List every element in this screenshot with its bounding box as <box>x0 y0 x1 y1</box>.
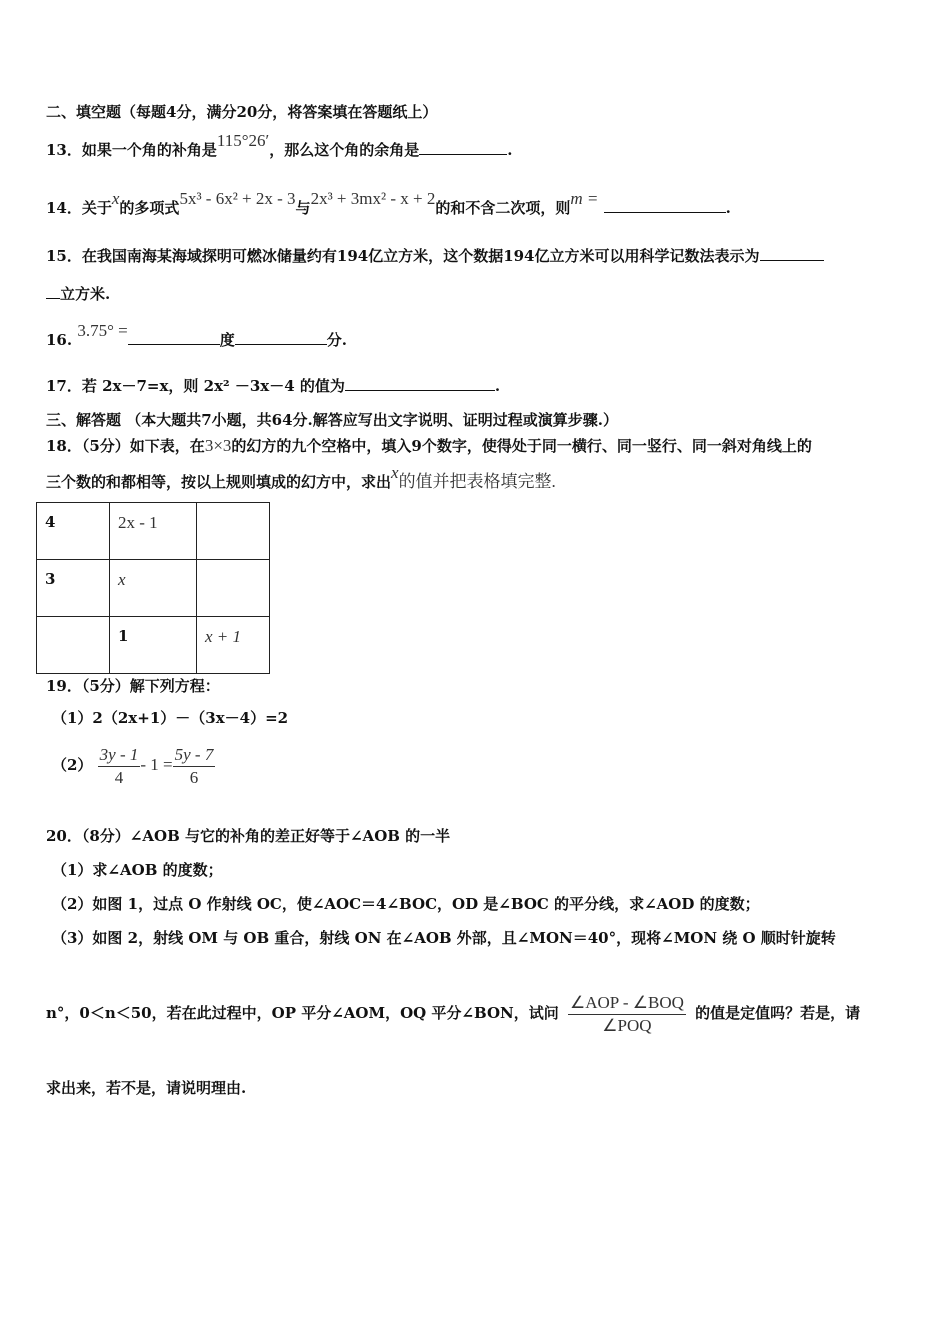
q18-l1-a: 18．（5分）如下表，在 <box>46 437 205 455</box>
q15-line1: 15．在我国南海某海域探明可燃冰储量约有194亿立方米，这个数据194亿立方米可以用科学记数法表示为 <box>46 247 760 265</box>
table-cell: 3 <box>37 560 110 617</box>
q20-p4-a: n°，0＜n＜50，若在此过程中，OP 平分∠AOM，OQ 平分∠BON，试问 <box>46 1004 559 1022</box>
question-20-part1: （1）求∠AOB 的度数； <box>52 861 223 879</box>
q14-p4: 的和不含二次项，则 <box>435 199 571 217</box>
table-row <box>37 560 270 617</box>
q20-p4-b: 的值是定值吗？若是，请 <box>695 1004 861 1022</box>
q18-l1-b: 的幻方的九个空格中，填入9个数字，使得处于同一横行、同一竖行、同一斜对角线上的 <box>231 437 812 455</box>
q16-min: 分. <box>326 331 347 349</box>
q13-prefix: 13．如果一个角的补角是 <box>46 141 217 159</box>
q14-p3: 与 <box>295 199 311 217</box>
q14-p2: 的多项式 <box>119 199 180 217</box>
q13-answer-blank[interactable] <box>419 140 507 155</box>
question-19-eq2 <box>52 742 215 789</box>
question-13 <box>46 131 513 160</box>
fraction-2: $\frac{5y - 7}{6}$ <box>174 744 214 787</box>
q15-answer-blank[interactable] <box>760 246 824 261</box>
question-19-title: 19．（5分）解下列方程： <box>46 677 220 695</box>
fraction-1: $\frac{3y - 1}{4}$ <box>99 744 139 787</box>
q16-degree-blank[interactable] <box>128 330 220 345</box>
question-17 <box>46 376 500 396</box>
q16-label: 16. <box>46 331 73 349</box>
q14-var: x <box>111 189 120 208</box>
table-cell <box>37 617 110 674</box>
q18-l2-a: 三个数的和都相等，按以上规则填成的幻方中，求出 <box>46 473 392 491</box>
q14-answer-blank[interactable] <box>604 198 726 213</box>
q16-deg: 度 <box>219 331 235 349</box>
question-16 <box>46 321 347 350</box>
q13-suffix: ，那么这个角的余角是 <box>269 141 420 159</box>
question-15-line1 <box>46 246 824 266</box>
q17-end: . <box>494 377 501 395</box>
question-14 <box>46 189 731 218</box>
table-cell: x <box>110 560 197 617</box>
q13-angle: 115°26′ <box>216 131 270 150</box>
table-cell: x + 1 <box>197 617 270 674</box>
q17-answer-blank[interactable] <box>345 376 495 391</box>
angle-fraction: $\frac{\text{∠AOP - ∠BOQ}}{\text{∠POQ}}$ <box>569 992 684 1035</box>
question-20-part3: （3）如图 2，射线 OM 与 OB 重合，射线 ON 在∠AOB 外部，且∠MON＝40°，现将∠MON 绕 O 顺时针旋转 <box>52 929 836 947</box>
q15-line2: 立方米. <box>60 285 111 303</box>
q18-l2-b: 的值并把表格填完整. <box>398 472 556 491</box>
q18-var: x <box>391 463 399 482</box>
table-cell <box>197 560 270 617</box>
q14-poly1: 5x³ - 6x² + 2x - 3 <box>179 189 296 208</box>
q15-answer-blank-cont[interactable] <box>46 284 60 299</box>
table-row <box>37 503 270 560</box>
q17-text: 17．若 2x－7=x，则 2x² －3x－4 的值为 <box>46 377 345 395</box>
q13-end: . <box>507 141 513 159</box>
table-cell <box>197 503 270 560</box>
q14-p1: 14．关于 <box>46 199 112 217</box>
q19-eq2-label: （2） <box>52 756 93 774</box>
table-row <box>37 617 270 674</box>
table-cell: 1 <box>110 617 197 674</box>
q19-eq2-mid: - 1 = <box>140 755 173 774</box>
question-20-part3-cont <box>46 990 860 1037</box>
table-cell: 4 <box>37 503 110 560</box>
question-20-title: 20．（8分）∠AOB 与它的补角的差正好等于∠AOB 的一半 <box>46 827 451 845</box>
question-20-part2: （2）如图 1，过点 O 作射线 OC，使∠AOC＝4∠BOC，OD 是∠BOC 的平分线，求∠AOD 的度数； <box>52 895 760 913</box>
section2-heading: 二、填空题（每题4分，满分20分，将答案填在答题纸上） <box>46 103 438 121</box>
q14-poly2: 2x³ + 3mx² - x + 2 <box>310 189 436 208</box>
question-19-eq1: （1）2（2x+1）－（3x－4）=2 <box>52 709 289 727</box>
q14-m-eq: m = <box>570 189 599 208</box>
question-18-line1 <box>46 436 812 456</box>
question-20-end: 求出来，若不是，请说明理由. <box>46 1079 247 1097</box>
q14-end: . <box>725 199 731 217</box>
question-18-line2 <box>46 463 556 492</box>
question-15-line2 <box>46 284 110 304</box>
table-cell: 2x - 1 <box>110 503 197 560</box>
q18-grid-size: 3×3 <box>204 436 232 455</box>
q16-expr: 3.75° = <box>77 321 128 340</box>
q16-minute-blank[interactable] <box>235 330 327 345</box>
section3-heading: 三、解答题 （本大题共7小题，共64分.解答应写出文字说明、证明过程或演算步骤.） <box>46 411 618 429</box>
magic-square-table <box>36 502 270 674</box>
